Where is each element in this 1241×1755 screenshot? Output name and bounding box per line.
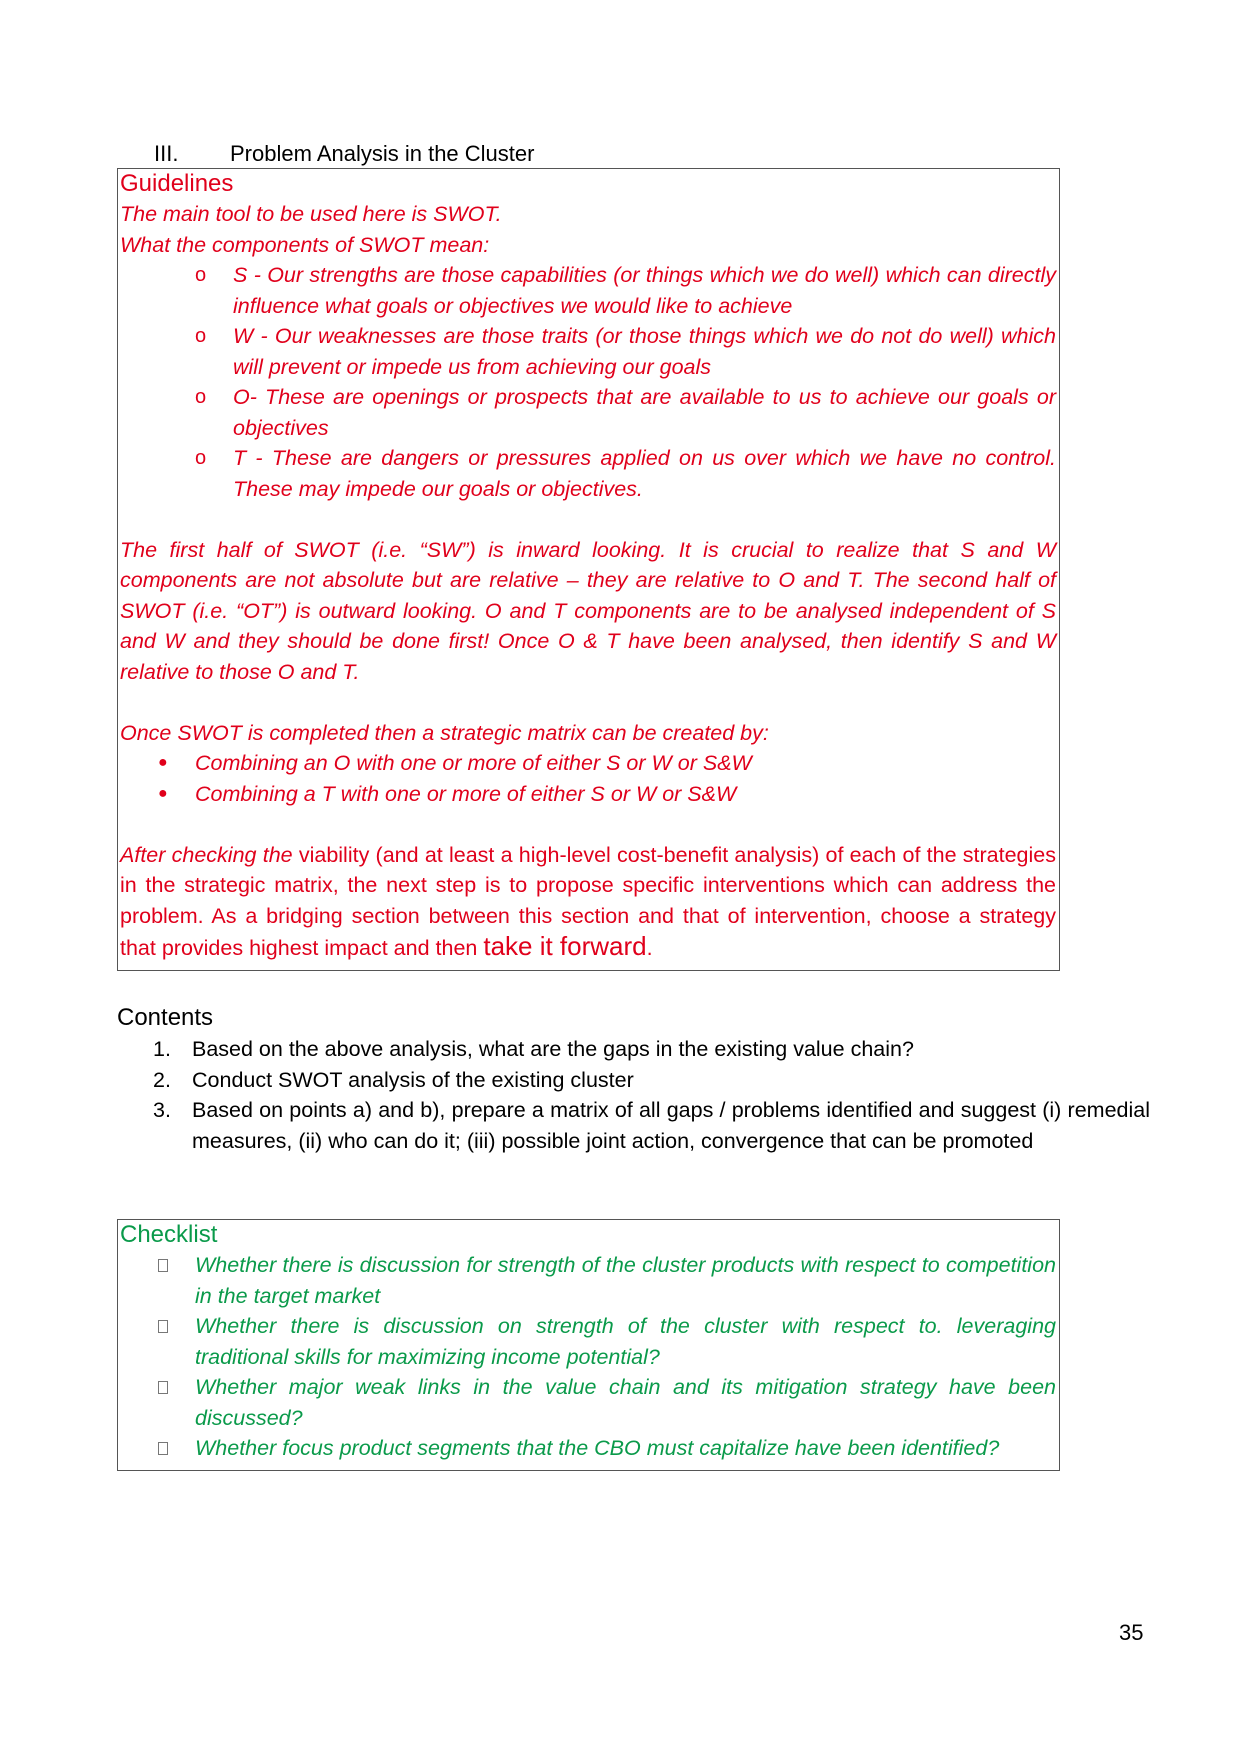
page-number: 35 <box>1119 1620 1144 1645</box>
checklist-item <box>120 1433 1056 1464</box>
matrix-item-text: Combining an O with one or more of either S or W or S&W <box>195 751 752 775</box>
circle-bullet-icon: o <box>195 264 207 286</box>
contents-title: Contents <box>117 1004 214 1031</box>
swot-item-text: O- These are openings or prospects that are available to us to achieve our goals or objectives <box>233 385 1056 440</box>
circle-bullet-icon: o <box>195 447 207 469</box>
swot-item-text: S - Our strengths are those capabilities (or things which we do well) which can directly influence what goals or objectives we would like to achieve <box>233 263 1056 318</box>
matrix-item <box>120 779 1056 810</box>
checklist-title: Checklist <box>120 1221 218 1248</box>
matrix-item-text: Combining a T with one or more of either S or W or S&W <box>195 781 737 806</box>
swot-halves-paragraph: The first half of SWOT (i.e. “SW”) is inward looking. It is crucial to realize that S and W components are not absolute but are relative – they are relative to O and T. The second half of SWOT (i.e. “OT”) is outward looking. O and T components are to be analysed independent of S and W and they should be done first! Once O & T have been analysed, then identify S and W relative to those O and T. <box>120 537 1056 684</box>
checkbox-icon <box>158 1442 168 1455</box>
bullet-dot-icon: ● <box>158 784 168 802</box>
contents-item-text: Conduct SWOT analysis of the existing cluster <box>192 1067 634 1092</box>
checklist-item <box>120 1311 1056 1372</box>
swot-item-text: T - These are dangers or pressures applied on us over which we have no control. These may impede our goals or objectives. <box>233 446 1056 501</box>
swot-list <box>120 260 1056 504</box>
checklist-item-text: Whether focus product segments that the CBO must capitalize have been identified? <box>195 1436 1000 1460</box>
contents-section <box>117 1002 1150 1156</box>
contents-item <box>117 1095 1150 1156</box>
checkbox-icon <box>158 1320 168 1333</box>
circle-bullet-icon: o <box>195 386 207 408</box>
closing-paragraph <box>120 840 1056 964</box>
contents-item <box>117 1034 1150 1065</box>
checkbox-icon <box>158 1259 168 1272</box>
contents-item-text: Based on points a) and b), prepare a matrix of all gaps / problems identified and suggest (i) remedial measures, (ii) who can do it; (iii) possible joint action, convergence that can be promoted <box>192 1098 1150 1153</box>
closing-italic-text: After checking the <box>120 842 293 867</box>
checklist-item-text: Whether major weak links in the value chain and its mitigation strategy have been discussed? <box>195 1375 1056 1430</box>
guidelines-title: Guidelines <box>120 170 234 197</box>
section-title: Problem Analysis in the Cluster <box>230 141 535 166</box>
contents-item-number: 1. <box>153 1037 171 1061</box>
contents-item-number: 2. <box>153 1067 171 1092</box>
checklist-item-text: Whether there is discussion for strength of the cluster products with respect to competition in the target market <box>195 1253 1056 1308</box>
matrix-item <box>120 748 1056 779</box>
guidelines-intro-1: The main tool to be used here is SWOT. <box>120 202 502 226</box>
contents-item-text: Based on the above analysis, what are the gaps in the existing value chain? <box>192 1037 914 1061</box>
swot-item-opportunities <box>120 382 1056 443</box>
checklist-item-text: Whether there is discussion on strength of the cluster with respect to. leveraging traditional skills for maximizing income potential? <box>195 1314 1056 1369</box>
section-heading <box>154 141 534 167</box>
swot-item-threats <box>120 443 1056 504</box>
checkbox-icon <box>158 1381 168 1394</box>
closing-large-text: take it forward <box>483 931 647 961</box>
contents-item <box>117 1065 1150 1096</box>
swot-item-weaknesses <box>120 321 1056 382</box>
bullet-dot-icon: ● <box>158 754 168 771</box>
guidelines-intro-2: What the components of SWOT mean: <box>120 232 490 257</box>
swot-item-strengths <box>120 260 1056 321</box>
checklist-box <box>117 1219 1060 1471</box>
guidelines-box <box>117 168 1060 971</box>
closing-end-text: . <box>646 936 653 960</box>
section-numeral: III. <box>154 141 179 166</box>
swot-item-text: W - Our weaknesses are those traits (or those things which we do not do well) which will prevent or impede us from achieving our goals <box>233 324 1056 379</box>
matrix-intro: Once SWOT is completed then a strategic matrix can be created by: <box>120 720 769 745</box>
checklist-item <box>120 1372 1056 1433</box>
circle-bullet-icon: o <box>195 325 207 347</box>
checklist-item <box>120 1250 1056 1311</box>
closing-regular-text: viability (and at least a high-level cost-benefit analysis) of each of the strategies in the strategic matrix, the next step is to propose specific interventions which can address the problem. As a bridging section between this section and that of intervention, choose a strategy that provides highest impact and then <box>120 842 1056 960</box>
contents-item-number: 3. <box>153 1098 171 1122</box>
